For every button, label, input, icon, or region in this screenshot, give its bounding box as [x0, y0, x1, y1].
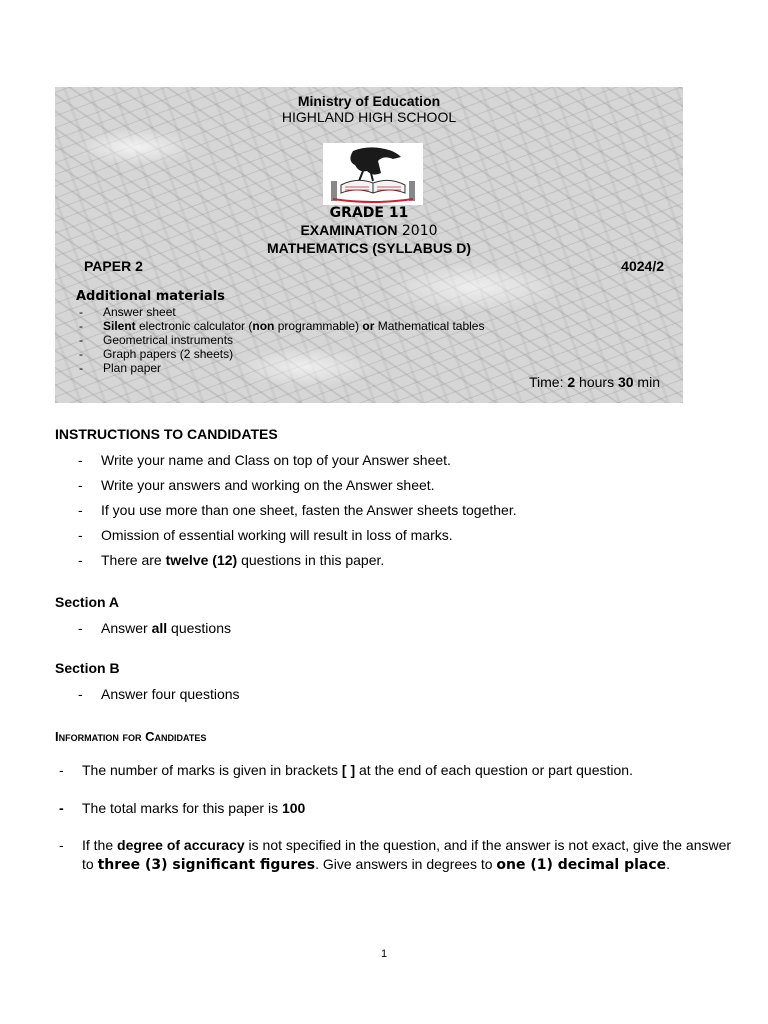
instructions-heading: INSTRUCTIONS TO CANDIDATES	[55, 426, 278, 442]
grade-label: GRADE 11	[329, 205, 409, 221]
list-item: - Silent electronic calculator (non programmable) or Mathematical tables	[79, 319, 485, 333]
info-item: - The total marks for this paper is 100	[59, 800, 306, 816]
school-logo-icon	[323, 143, 423, 205]
materials-list	[77, 305, 484, 375]
information-heading: Information for Candidates	[55, 729, 207, 744]
additional-materials-title: Additional materials	[76, 289, 225, 304]
list-item: - Graph papers (2 sheets)	[79, 347, 234, 361]
paper-code: 4024/2	[621, 258, 664, 274]
list-item: - Omission of essential working will result in loss of marks.	[78, 527, 453, 543]
section-a-heading: Section A	[55, 594, 120, 610]
list-item: - There are twelve (12) questions in this paper.	[78, 552, 385, 568]
exam-label: EXAMINATION 2010	[300, 222, 438, 239]
section-b-heading: Section B	[55, 660, 120, 676]
section-a-item: - Answer all questions	[78, 620, 231, 636]
instructions-list	[76, 452, 517, 577]
section-b-item: - Answer four questions	[78, 686, 240, 702]
info-item: - The number of marks is given in brackets [ ] at the end of each question or part question.	[59, 762, 633, 778]
list-item: - Write your name and Class on top of your Answer sheet.	[78, 452, 451, 468]
subject-label: MATHEMATICS (SYLLABUS D)	[266, 240, 472, 256]
list-item: - Write your answers and working on the Answer sheet.	[78, 477, 435, 493]
info-item: - If the degree of accuracy is not specified in the question, and if the answer is not exact, give the answer to three (3) significant figures. Give answers in degrees to one (1) decimal place.	[59, 837, 732, 873]
list-item: - Plan paper	[79, 361, 162, 375]
list-item: - Geometrical instruments	[79, 333, 234, 347]
list-item: - If you use more than one sheet, fasten the Answer sheets together.	[78, 502, 517, 518]
list-item: - Answer sheet	[79, 305, 176, 319]
time-allowed: Time: 2 hours 30 min	[528, 374, 660, 390]
page-number: 1	[380, 948, 388, 960]
paper-label: PAPER 2	[84, 258, 143, 274]
school-name: HIGHLAND HIGH SCHOOL	[281, 109, 457, 125]
exam-header-box	[55, 87, 683, 403]
ministry-title: Ministry of Education	[297, 93, 441, 109]
